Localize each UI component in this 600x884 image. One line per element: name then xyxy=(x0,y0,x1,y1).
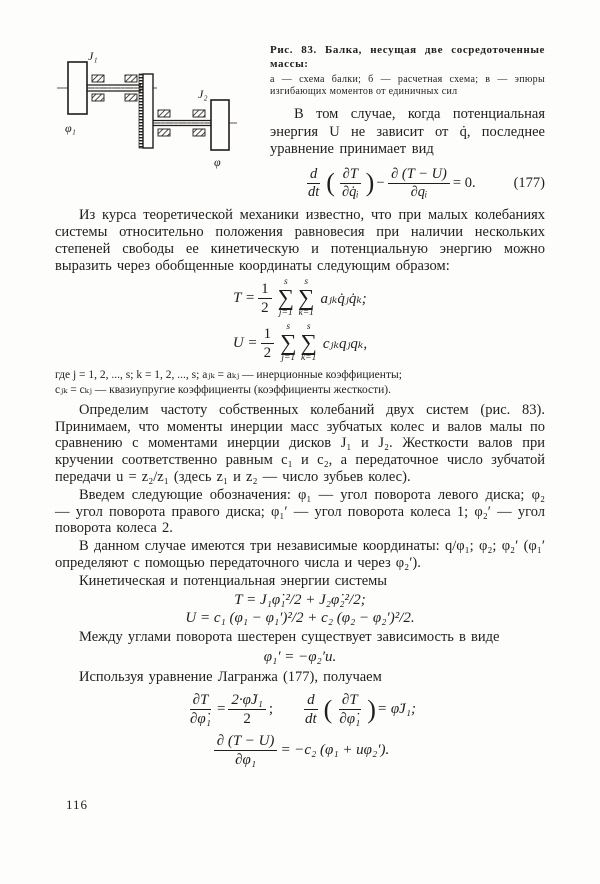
gear xyxy=(139,74,153,148)
paragraph-energies-lead: Кинетическая и потенциальная энергии системы xyxy=(79,572,388,589)
paragraph-gear-relation: Между углами поворота шестерен существует зависимость в виде xyxy=(79,629,500,646)
figure-caption-title: Рис. 83. Балка, несущая две сосредоточенные массы: xyxy=(270,44,545,70)
kinetic-energy-expression: T = J₁φ̇₁²/2 + J₂φ̇₂²/2; xyxy=(234,592,366,609)
equation-kinetic-sum xyxy=(55,278,545,319)
frac-d-dt: d dt xyxy=(307,165,320,200)
where-note-line-2: cⱼₖ = cₖⱼ — квазиупругие коэффициенты (коэффициенты жесткости). xyxy=(55,383,391,396)
sum-body-T: aⱼₖq̇ⱼq̇ₖ; xyxy=(320,291,367,308)
label-phi: φ xyxy=(214,155,221,169)
figure-83 xyxy=(55,44,260,201)
paragraph-mechanics-course: Из курса теоретической механики известно, что при малых колебаниях системы относительно положения равновесия при наличии нескольких степеней свободы ее кинетическую и потенциальную энергию можно выразить через обобщенные координаты следующим образом: xyxy=(55,207,545,274)
top-section xyxy=(55,44,545,201)
label-phi1: φ₁ xyxy=(65,121,76,135)
lhs-T: T = xyxy=(233,290,256,307)
equation-kinetic-energy xyxy=(55,592,545,609)
left-paren: ( xyxy=(323,694,333,724)
paragraph-notation: Введем следующие обозначения: φ₁ — угол поворота левого диска; φ₂ — угол поворота правого диска; φ₁′ — угол поворота колеса 1; φ₂′ — угол поворота колеса 2. xyxy=(55,486,545,537)
where-note-line-1: где j = 1, 2, ..., s; k = 1, 2, ..., s; aⱼₖ = aₖⱼ — инерционные коэффициенты; xyxy=(55,368,402,381)
frac-d-dt: d dt xyxy=(305,692,317,728)
frac-dTU-dq: $\frac{\partial (T - U)}{\text{∂qᵢ}}$ xyxy=(388,166,450,202)
page-number: 116 xyxy=(66,797,89,812)
lhs-U: U = xyxy=(232,334,258,351)
figure-83-diagram xyxy=(55,44,260,169)
sum-over-j: s ∑ j=1 xyxy=(280,322,297,363)
sum-over-k: s ∑ k=1 xyxy=(298,277,315,319)
sum-over-k: s ∑ k=1 xyxy=(300,322,317,363)
equation-angle-relation xyxy=(55,649,545,666)
label-j2: J₂ xyxy=(198,87,208,101)
right-paren: ) xyxy=(365,168,375,198)
potential-energy-expression: U = c₁ (φ₁ − φ₁′)²/2 + c₂ (φ₂ − φ₂′)²/2. xyxy=(185,610,415,627)
label-j1: J₁ xyxy=(88,49,98,63)
equation-lagrange-1 xyxy=(55,691,545,728)
frac-dTU-dphi1: $\frac{\partial (T - U)}{\text{∂φ₁}}$ xyxy=(214,732,278,769)
angle-relation-expression: φ₁′ = −φ₂′u. xyxy=(263,649,337,666)
equals-zero: = 0. xyxy=(452,174,476,191)
semicolon: ; xyxy=(268,701,273,718)
intro-paragraph: В том случае, когда потенциальная энергия U не зависит от q̇, последнее уравнение принимает вид xyxy=(270,106,545,157)
equals-sign: = xyxy=(216,701,226,718)
rhs-c2-expression: = −c₂ (φ₁ + uφ₂′). xyxy=(280,742,390,759)
figure-caption-subtitle: а — схема балки; б — расчетная схема; в — эпюры изгибающих моментов от единичных сил xyxy=(270,74,545,97)
frac-one-half: $\frac{1}{2}$ xyxy=(258,280,272,317)
frac-2phiJ1-2: $\frac{\text{2·φ̇J₁}}{2}$ xyxy=(228,691,265,728)
paragraph-lagrange-lead: Используя уравнение Лагранжа (177), получаем xyxy=(79,669,382,686)
where-note xyxy=(55,368,545,398)
frac-dT-dphi1dot-2: ∂T ∂φ̇₁ xyxy=(339,692,361,728)
equation-177 xyxy=(270,166,545,202)
paragraph-coordinates: В данном случае имеются три независимые координаты: q/φ₁; φ₂; φ₂′ (φ₁′ определяют с помощью передаточного числа и через φ₂′). xyxy=(55,538,545,571)
equation-potential-sum xyxy=(55,323,545,364)
right-paren: ) xyxy=(367,694,376,724)
equation-number-177: (177) xyxy=(513,174,545,191)
left-disk xyxy=(68,62,87,114)
rhs-phi-ddot-J1: = φ̈J₁; xyxy=(376,701,416,718)
sum-over-j: s ∑ j=1 xyxy=(277,277,295,319)
frac-dT-dq: ∂T ∂q̇ᵢ xyxy=(339,166,362,202)
frac-dT-dphi1dot: $\frac{\partial T}{\text{∂φ̇₁}}$ xyxy=(190,692,211,728)
frac-one-half: $\frac{1}{2}$ xyxy=(261,325,275,362)
right-disk xyxy=(211,100,229,150)
equation-potential-energy xyxy=(55,610,545,627)
equation-lagrange-2 xyxy=(55,732,545,769)
minus-sign: − xyxy=(375,174,386,191)
left-paren: ( xyxy=(326,168,335,198)
sum-body-U: cⱼₖqⱼqₖ, xyxy=(322,335,368,352)
paragraph-define-frequency: Определим частоту собственных колебаний двух систем (рис. 83). Принимаем, что моменты инерции масс зубчатых колес и валов малы по сравнению с моментами инерции дисков J₁ и J₂. Жесткости валов при кручении соответственно равным c₁ и c₂, а передаточное число зубчатой передачи u = z₂/z₁ (здесь z₁ и z₂ — число зубьев колес). xyxy=(55,401,545,485)
right-column xyxy=(270,44,545,201)
